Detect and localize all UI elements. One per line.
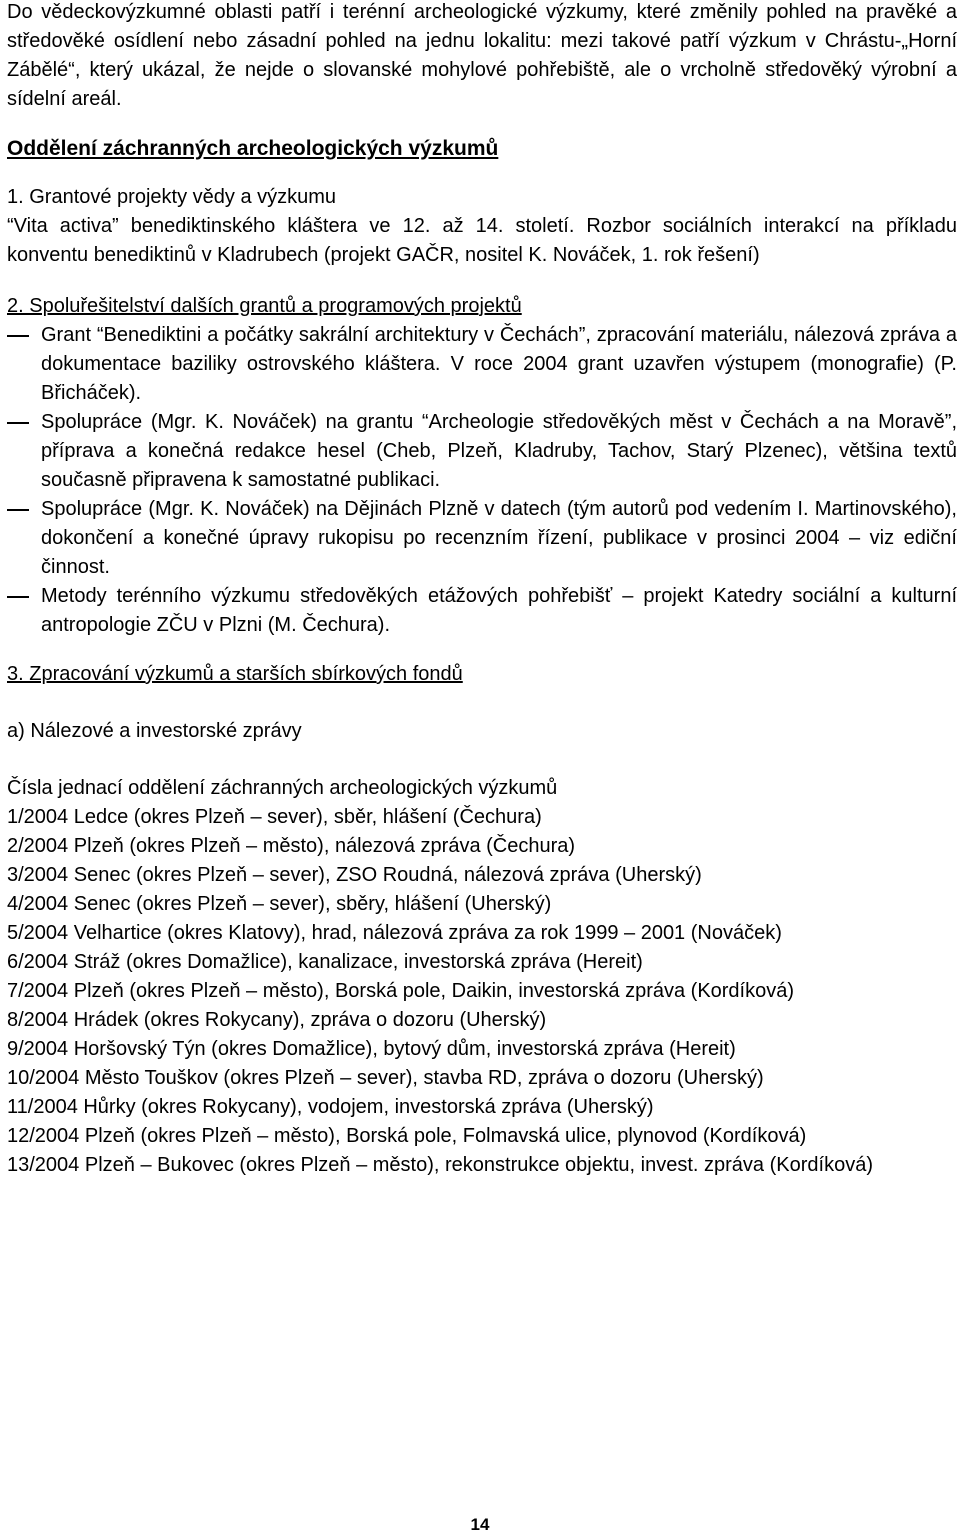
list-item: 10/2004 Město Touškov (okres Plzeň – sever), stavba RD, zpráva o dozoru (Uherský) [7, 1067, 764, 1089]
grants-heading: 1. Grantové projekty vědy a výzkumu [7, 186, 337, 208]
list-item: 2/2004 Plzeň (okres Plzeň – město), nálezová zpráva (Čechura) [7, 835, 576, 857]
dash-bullet-icon [7, 596, 29, 598]
document-page [7, 0, 957, 1180]
page-number: 14 [470, 1515, 490, 1534]
coresearch-list [7, 321, 957, 640]
coresearch-item: Spolupráce (Mgr. K. Nováček) na grantu “Archeologie středověkých měst v Čechách a na Moravě”, příprava a konečná redakce hesel (Cheb, Plzeň, Kladruby, Tachov, Starý Plzenec), většina textů současně připravena k samostatné publikaci. [7, 408, 957, 495]
list-item: 8/2004 Hrádek (okres Rokycany), zpráva o dozoru (Uherský) [7, 1009, 547, 1031]
coresearch-item: Grant “Benediktini a počátky sakrální architektury v Čechách”, zpracování materiálu, nálezová zpráva a dokumentace baziliky ostrovského kláštera. V roce 2004 grant uzavřen výstupem (monografie) (P. Břicháček). [7, 321, 957, 408]
grant-project-text: “Vita activa” benediktinského kláštera ve 12. až 14. století. Rozbor sociálních interakcí na příkladu konventu benediktinů v Kladrubech (projekt GAČR, nositel K. Nováček, 1. rok řešení) [7, 215, 957, 266]
list-item: 11/2004 Hůrky (okres Rokycany), vodojem, investorská zpráva (Uherský) [7, 1096, 654, 1118]
list-item: 6/2004 Stráž (okres Domažlice), kanalizace, investorská zpráva (Hereit) [7, 951, 643, 973]
processing-heading: 3. Zpracování výzkumů a starších sbírkových fondů [7, 663, 463, 685]
list-item: 13/2004 Plzeň – Bukovec (okres Plzeň – město), rekonstrukce objektu, invest. zpráva (Kordíková) [7, 1154, 873, 1176]
list-item: 3/2004 Senec (okres Plzeň – sever), ZSO Roudná, nálezová zpráva (Uherský) [7, 864, 702, 886]
list-item: 7/2004 Plzeň (okres Plzeň – město), Borská pole, Daikin, investorská zpráva (Kordíková) [7, 980, 795, 1002]
dash-bullet-icon [7, 422, 29, 424]
coresearch-heading: 2. Spoluřešitelství dalších grantů a programových projektů [7, 295, 522, 317]
dash-bullet-icon [7, 335, 29, 337]
list-item: 1/2004 Ledce (okres Plzeň – sever), sběr, hlášení (Čechura) [7, 806, 542, 828]
reference-list [7, 803, 957, 1180]
list-item: 9/2004 Horšovský Týn (okres Domažlice), bytový dům, investorská zpráva (Hereit) [7, 1038, 736, 1060]
coresearch-item: Metody terénního výzkumu středověkých etážových pohřebišť – projekt Katedry sociální a kulturní antropologie ZČU v Plzni (M. Čechura). [7, 582, 957, 640]
section-heading: Oddělení záchranných archeologických výzkumů [7, 137, 499, 160]
list-item: 4/2004 Senec (okres Plzeň – sever), sběry, hlášení (Uherský) [7, 893, 552, 915]
coresearch-item: Spolupráce (Mgr. K. Nováček) na Dějinách Plzně v datech (tým autorů pod vedením I. Martinovského), dokončení a konečné úpravy rukopisu po recenzním řízení, publikace v prosinci 2004 – viz ediční činnost. [7, 495, 957, 582]
dash-bullet-icon [7, 509, 29, 511]
intro-paragraph: Do vědeckovýzkumné oblasti patří i terénní archeologické výzkumy, které změnily pohled na pravěké a středověké osídlení nebo zásadní pohled na jednu lokalitu: mezi takové patří výzkum v Chrástu-„Horní Zábělé“, který ukázal, že nejde o slovanské mohylové pohřebiště, ale o vrcholně středověký výrobní a sídelní areál. [7, 1, 957, 110]
reference-list-heading: Čísla jednací oddělení záchranných archeologických výzkumů [7, 777, 558, 799]
list-item: 12/2004 Plzeň (okres Plzeň – město), Borská pole, Folmavská ulice, plynovod (Kordíková) [7, 1125, 807, 1147]
reports-subheading: a) Nálezové a investorské zprávy [7, 720, 302, 742]
list-item: 5/2004 Velhartice (okres Klatovy), hrad, nálezová zpráva za rok 1999 – 2001 (Nováček) [7, 922, 782, 944]
